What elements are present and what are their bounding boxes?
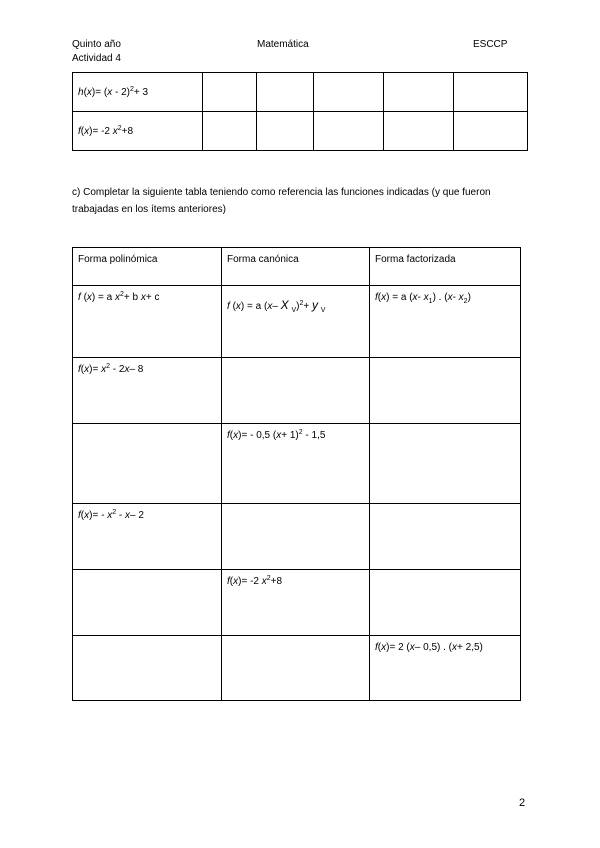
- empty-cell[interactable]: [384, 73, 454, 112]
- table-row: [73, 424, 521, 504]
- blank-polynomial-cell[interactable]: [73, 424, 222, 504]
- table-header-row: [73, 248, 521, 286]
- empty-cell[interactable]: [202, 112, 256, 151]
- blank-factored-cell[interactable]: [370, 504, 521, 570]
- instruction-text: c) Completar la siguiente tabla teniendo como referencia las funciones indicadas (y que fueron trabajadas en los ítems anteriores): [72, 187, 491, 215]
- activity-label: Actividad 4: [72, 53, 121, 64]
- blank-canonical-cell[interactable]: [222, 358, 370, 424]
- header-canonical: Forma canónica: [222, 248, 370, 286]
- blank-canonical-cell[interactable]: [222, 504, 370, 570]
- empty-cell[interactable]: [314, 112, 384, 151]
- general-polynomial-form: f (x) = a $x^2+ b$ x+ c: [73, 286, 222, 358]
- f5-factored: f(x)= 2 (x– 0,5) . (x+ 2,5): [370, 636, 521, 701]
- empty-cell[interactable]: [256, 112, 314, 151]
- table-row: [73, 504, 521, 570]
- forms-table: [72, 247, 521, 701]
- empty-cell[interactable]: [454, 73, 528, 112]
- blank-polynomial-cell[interactable]: [73, 570, 222, 636]
- function-cell: f(x)= -2 $x^2+8$: [73, 112, 203, 151]
- function-values-table: [72, 72, 528, 151]
- general-canonical-form: f (x) = a (x– X $_V$)$^2$+ y $_V$: [222, 286, 370, 358]
- table-row: [73, 358, 521, 424]
- school-label: ESCCP: [473, 39, 508, 50]
- blank-factored-cell[interactable]: [370, 424, 521, 504]
- blank-polynomial-cell[interactable]: [73, 636, 222, 701]
- grade-label: Quinto año: [72, 39, 121, 50]
- blank-factored-cell[interactable]: [370, 570, 521, 636]
- table-row: [73, 636, 521, 701]
- subject-label: Matemática: [257, 39, 309, 50]
- function-cell: h(x)= (x - 2)$^2$+ 3: [73, 73, 203, 112]
- empty-cell[interactable]: [202, 73, 256, 112]
- page-number: 2: [519, 797, 526, 809]
- empty-cell[interactable]: [256, 73, 314, 112]
- blank-canonical-cell[interactable]: [222, 636, 370, 701]
- header-polynomial: Forma polinómica: [73, 248, 222, 286]
- blank-factored-cell[interactable]: [370, 358, 521, 424]
- header-left: [72, 38, 121, 66]
- empty-cell[interactable]: [454, 112, 528, 151]
- f2-canonical: f(x)= - 0,5 $(x+ 1)^2 - 1,5$: [222, 424, 370, 504]
- table-row: [73, 286, 521, 358]
- f1-polynomial: $f(x)= x^2 - 2x-$ 8: [73, 358, 222, 424]
- empty-cell[interactable]: [314, 73, 384, 112]
- table-row: [73, 73, 528, 112]
- f3-polynomial: $f(x)= - x^2 - x-$ 2: [73, 504, 222, 570]
- table-row: [73, 570, 521, 636]
- empty-cell[interactable]: [384, 112, 454, 151]
- f4-canonical: f(x)= -2 $x^2+8$: [222, 570, 370, 636]
- header-factored: Forma factorizada: [370, 248, 521, 286]
- table-row: [73, 112, 528, 151]
- general-factored-form: f(x) = a (x- $x_1$) . (x- $x_2$): [370, 286, 521, 358]
